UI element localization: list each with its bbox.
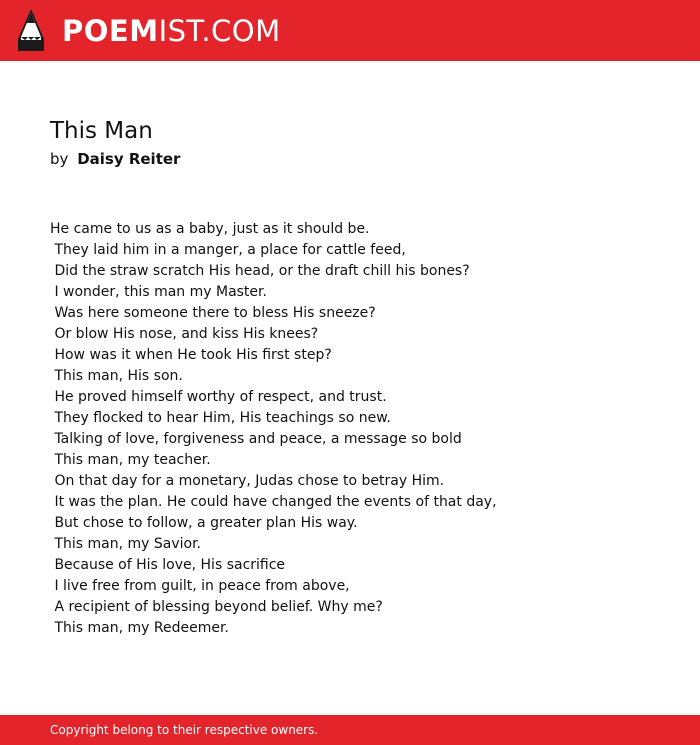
poem-line: They flocked to hear Him, His teachings so new. [50, 410, 391, 426]
poem-line: This man, my Redeemer. [50, 620, 229, 636]
poem-line: Was here someone there to bless His sneeze? [50, 305, 376, 321]
poem-body [50, 219, 497, 639]
poem-line: This man, my teacher. [50, 452, 211, 468]
poem-line: Did the straw scratch His head, or the draft chill his bones? [50, 263, 470, 279]
logo-text-light: IST.COM [158, 14, 281, 48]
site-header [0, 0, 700, 61]
copyright-notice: Copyright belong to their respective owners. [50, 723, 319, 737]
poem-line: It was the plan. He could have changed the events of that day, [50, 494, 497, 510]
poem-line: A recipient of blessing beyond belief. Why me? [50, 599, 383, 615]
poem-line: This man, my Savior. [50, 536, 201, 552]
poem-line: On that day for a monetary, Judas chose to betray Him. [50, 473, 445, 489]
poem-byline [50, 149, 180, 169]
pencil-tip-icon[interactable] [18, 9, 44, 51]
poem-line: Talking of love, forgiveness and peace, a message so bold [50, 431, 462, 447]
poem-line: But chose to follow, a greater plan His way. [50, 515, 358, 531]
site-logo-link[interactable] [62, 13, 281, 49]
site-footer [0, 715, 700, 745]
logo-text-bold: POEM [62, 14, 159, 48]
poem-line: This man, His son. [50, 368, 183, 384]
poem-line: He proved himself worthy of respect, and trust. [50, 389, 387, 405]
poem-line: Because of His love, His sacrifice [50, 557, 286, 573]
poem-line: They laid him in a manger, a place for cattle feed, [50, 242, 406, 258]
poem-line: I wonder, this man my Master. [50, 284, 267, 300]
poem-title: This Man [50, 118, 153, 144]
poem-line: I live free from guilt, in peace from above, [50, 578, 350, 594]
poem-line: How was it when He took His first step? [50, 347, 332, 363]
poem-line: Or blow His nose, and kiss His knees? [50, 326, 319, 342]
by-label: by [50, 150, 69, 168]
author-link[interactable]: Daisy Reiter [77, 150, 181, 168]
poem-line: He came to us as a baby, just as it should be. [50, 221, 370, 237]
